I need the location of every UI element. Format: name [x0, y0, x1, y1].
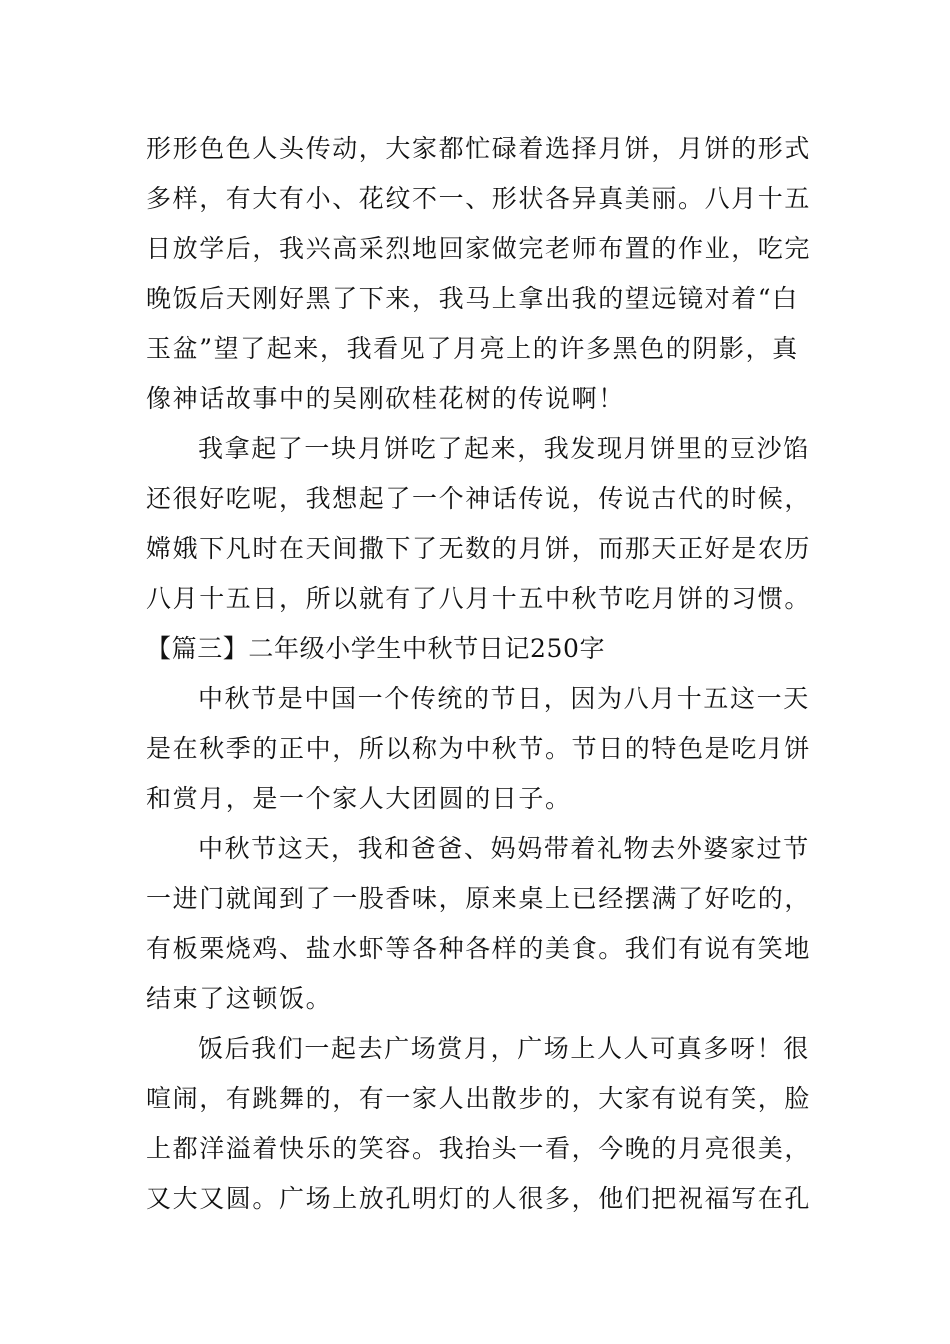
- text-line: 中秋节这天，我和爸爸、妈妈带着礼物去外婆家过节: [198, 834, 810, 863]
- text-line: 形形色色人头传动，大家都忙碌着选择月饼，月饼的形式: [146, 134, 812, 163]
- text-line: 是在秋季的正中，所以称为中秋节。节日的特色是吃月饼: [146, 734, 812, 763]
- text-line: 结束了这顿饭。: [146, 984, 333, 1013]
- text-line: 像神话故事中的吴刚砍桂花树的传说啊！: [146, 384, 625, 413]
- text-line: 多样，有大有小、花纹不一、形状各异真美丽。八月十五: [146, 184, 812, 213]
- text-line: 嫦娥下凡时在天间撒下了无数的月饼，而那天正好是农历: [146, 534, 812, 563]
- text-line: 上都洋溢着快乐的笑容。我抬头一看，今晚的月亮很美，: [146, 1134, 812, 1163]
- text-line: 八月十五日，所以就有了八月十五中秋节吃月饼的习惯。: [146, 584, 812, 613]
- text-line: 有板栗烧鸡、盐水虾等各种各样的美食。我们有说有笑地: [146, 934, 812, 963]
- text-line: 饭后我们一起去广场赏月，广场上人人可真多呀！很: [198, 1034, 810, 1063]
- text-line: 和赏月，是一个家人大团圆的日子。: [146, 784, 572, 813]
- text-line: 喧闹，有跳舞的，有一家人出散步的，大家有说有笑，脸: [146, 1084, 812, 1113]
- paragraph: [146, 824, 810, 1024]
- text-line: 又大又圆。广场上放孔明灯的人很多，他们把祝福写在孔: [146, 1184, 812, 1213]
- text-line: 玉盆”望了起来，我看见了月亮上的许多黑色的阴影，真: [146, 334, 799, 363]
- paragraph: [146, 424, 810, 624]
- text-line: 晚饭后天刚好黑了下来，我马上拿出我的望远镜对着“白: [146, 284, 799, 313]
- paragraph: [146, 124, 810, 424]
- text-line: 一进门就闻到了一股香味，原来桌上已经摆满了好吃的，: [146, 884, 812, 913]
- text-line: 日放学后，我兴高采烈地回家做完老师布置的作业，吃完: [146, 234, 812, 263]
- paragraph: [146, 674, 810, 824]
- text-line: 还很好吃呢，我想起了一个神话传说，传说古代的时候，: [146, 484, 812, 513]
- paragraph: [146, 1024, 810, 1224]
- document-page: [146, 124, 810, 1224]
- section-title: 【篇三】二年级小学生中秋节日记250字: [146, 634, 606, 663]
- text-line: 我拿起了一块月饼吃了起来，我发现月饼里的豆沙馅: [198, 434, 810, 463]
- text-line: 中秋节是中国一个传统的节日，因为八月十五这一天: [198, 684, 810, 713]
